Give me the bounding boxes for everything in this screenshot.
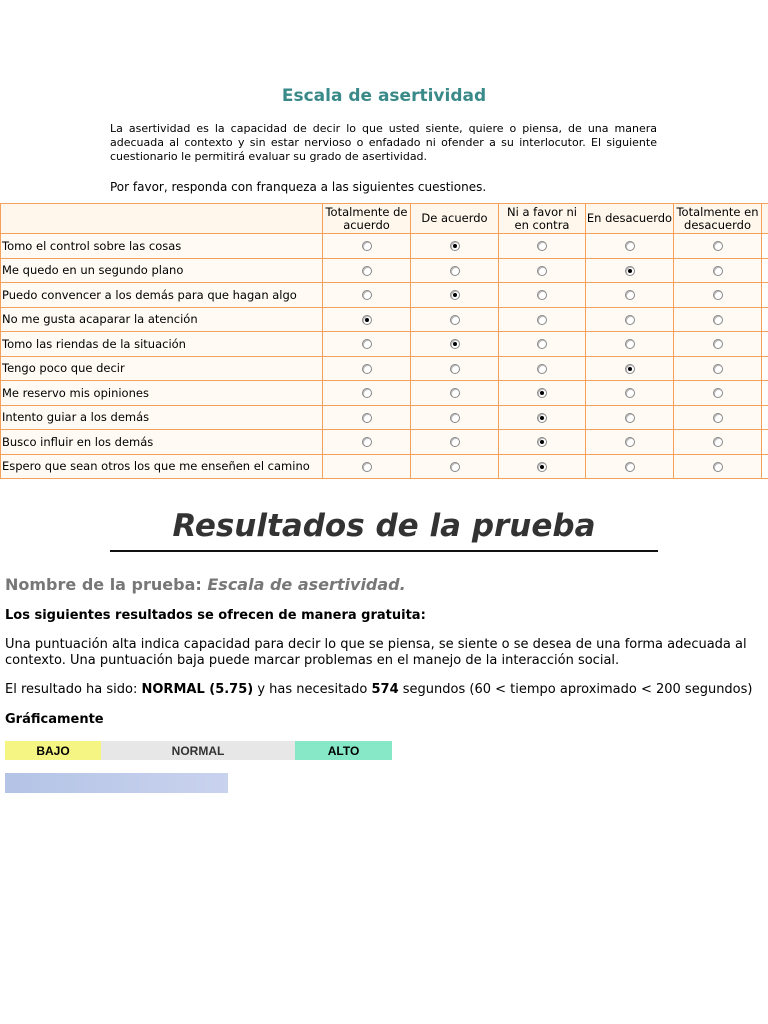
answer-cell bbox=[411, 234, 499, 259]
answer-cell bbox=[586, 234, 674, 259]
answer-radio[interactable] bbox=[713, 462, 723, 472]
answer-radio[interactable] bbox=[625, 266, 635, 276]
survey-row bbox=[1, 430, 768, 455]
answer-cell bbox=[499, 332, 586, 357]
survey-intro: La asertividad es la capacidad de decir lo que usted siente, quiere o piensa, de una manera adecuada al contexto y sin estar nervioso o enfadado ni ofender a su interlocutor. El siguiente cuestionario le permitirá evaluar su grado de asertividad. bbox=[110, 122, 657, 163]
result-description: Una puntuación alta indica capacidad para decir lo que se piensa, se siente o se desea de una forma adecuada al contexto. Una puntuación baja puede marcar problemas en el manejo de la interacción social. bbox=[5, 637, 747, 668]
answer-cell bbox=[499, 430, 586, 455]
column-header: Totalmente en desacuerdo bbox=[674, 204, 762, 234]
answer-radio[interactable] bbox=[713, 364, 723, 374]
result-line bbox=[5, 682, 752, 697]
question-text: Tengo poco que decir bbox=[1, 356, 323, 381]
survey-row bbox=[1, 258, 768, 283]
answer-cell bbox=[674, 332, 762, 357]
answer-radio[interactable] bbox=[362, 241, 372, 251]
answer-cell bbox=[674, 356, 762, 381]
answer-radio[interactable] bbox=[450, 315, 460, 325]
answer-radio[interactable] bbox=[450, 364, 460, 374]
answer-radio[interactable] bbox=[362, 437, 372, 447]
scale-low: BAJO bbox=[5, 741, 101, 760]
answer-cell bbox=[674, 283, 762, 308]
spacer-cell bbox=[762, 454, 768, 479]
question-text: Busco influir en los demás bbox=[1, 430, 323, 455]
answer-radio[interactable] bbox=[362, 339, 372, 349]
answer-cell bbox=[411, 332, 499, 357]
answer-cell bbox=[499, 307, 586, 332]
answer-radio[interactable] bbox=[537, 364, 547, 374]
spacer-cell bbox=[762, 405, 768, 430]
question-text: Puedo convencer a los demás para que hagan algo bbox=[1, 283, 323, 308]
question-text: Espero que sean otros los que me enseñen el camino bbox=[1, 454, 323, 479]
answer-cell bbox=[499, 356, 586, 381]
answer-radio[interactable] bbox=[537, 315, 547, 325]
spacer-cell bbox=[762, 234, 768, 259]
answer-radio[interactable] bbox=[537, 388, 547, 398]
answer-cell bbox=[499, 454, 586, 479]
spacer-cell bbox=[762, 283, 768, 308]
answer-radio[interactable] bbox=[713, 388, 723, 398]
answer-radio[interactable] bbox=[362, 315, 372, 325]
survey-row bbox=[1, 454, 768, 479]
answer-radio[interactable] bbox=[362, 266, 372, 276]
survey-table bbox=[0, 203, 768, 479]
answer-radio[interactable] bbox=[713, 315, 723, 325]
test-name-label: Nombre de la prueba: bbox=[5, 575, 202, 594]
question-header bbox=[1, 204, 323, 234]
answer-cell bbox=[586, 454, 674, 479]
answer-cell bbox=[411, 283, 499, 308]
answer-cell bbox=[411, 381, 499, 406]
answer-cell bbox=[411, 258, 499, 283]
survey-row bbox=[1, 381, 768, 406]
answer-radio[interactable] bbox=[713, 413, 723, 423]
spacer-cell bbox=[762, 307, 768, 332]
answer-radio[interactable] bbox=[450, 413, 460, 423]
survey-row bbox=[1, 283, 768, 308]
answer-cell bbox=[411, 405, 499, 430]
answer-cell bbox=[323, 405, 411, 430]
answer-cell bbox=[323, 381, 411, 406]
answer-radio[interactable] bbox=[713, 241, 723, 251]
spacer-cell bbox=[762, 204, 768, 234]
results-divider bbox=[110, 550, 658, 552]
answer-radio[interactable] bbox=[625, 339, 635, 349]
answer-radio[interactable] bbox=[625, 241, 635, 251]
graph-label: Gráficamente bbox=[5, 712, 104, 727]
answer-radio[interactable] bbox=[625, 315, 635, 325]
answer-cell bbox=[411, 356, 499, 381]
answer-cell bbox=[323, 356, 411, 381]
answer-cell bbox=[586, 332, 674, 357]
result-value: NORMAL (5.75) bbox=[141, 682, 254, 697]
answer-cell bbox=[411, 307, 499, 332]
survey-title: Escala de asertividad bbox=[281, 86, 487, 106]
question-text: Me quedo en un segundo plano bbox=[1, 258, 323, 283]
answer-cell bbox=[674, 258, 762, 283]
answer-radio[interactable] bbox=[537, 437, 547, 447]
spacer-cell bbox=[762, 381, 768, 406]
answer-cell bbox=[586, 405, 674, 430]
answer-cell bbox=[674, 405, 762, 430]
answer-cell bbox=[674, 454, 762, 479]
spacer-cell bbox=[762, 430, 768, 455]
answer-radio[interactable] bbox=[362, 413, 372, 423]
question-text: Tomo el control sobre las cosas bbox=[1, 234, 323, 259]
answer-radio[interactable] bbox=[537, 266, 547, 276]
result-suffix: segundos (60 < tiempo aproximado < 200 segundos) bbox=[402, 682, 753, 697]
answer-cell bbox=[674, 381, 762, 406]
answer-cell bbox=[586, 258, 674, 283]
answer-radio[interactable] bbox=[537, 241, 547, 251]
answer-cell bbox=[499, 234, 586, 259]
answer-radio[interactable] bbox=[625, 290, 635, 300]
answer-cell bbox=[323, 283, 411, 308]
answer-radio[interactable] bbox=[450, 462, 460, 472]
answer-radio[interactable] bbox=[450, 241, 460, 251]
survey-instruction: Por favor, responda con franqueza a las siguientes cuestiones. bbox=[110, 180, 487, 194]
answer-cell bbox=[586, 381, 674, 406]
column-header: De acuerdo bbox=[411, 204, 499, 234]
answer-radio[interactable] bbox=[713, 266, 723, 276]
column-header: En desacuerdo bbox=[586, 204, 674, 234]
answer-radio[interactable] bbox=[625, 462, 635, 472]
answer-cell bbox=[323, 258, 411, 283]
column-header: Ni a favor ni en contra bbox=[499, 204, 586, 234]
answer-radio[interactable] bbox=[450, 339, 460, 349]
answer-radio[interactable] bbox=[625, 413, 635, 423]
survey-row bbox=[1, 234, 768, 259]
results-title: Resultados de la prueba bbox=[172, 508, 596, 544]
question-text: Intento guiar a los demás bbox=[1, 405, 323, 430]
answer-cell bbox=[586, 356, 674, 381]
answer-cell bbox=[499, 381, 586, 406]
answer-cell bbox=[499, 283, 586, 308]
survey-row bbox=[1, 332, 768, 357]
answer-radio[interactable] bbox=[537, 462, 547, 472]
answer-cell bbox=[411, 454, 499, 479]
survey-header-row bbox=[1, 204, 768, 234]
survey-row bbox=[1, 356, 768, 381]
answer-radio[interactable] bbox=[450, 437, 460, 447]
answer-cell bbox=[499, 405, 586, 430]
answer-cell bbox=[499, 258, 586, 283]
answer-cell bbox=[674, 430, 762, 455]
question-text: Me reservo mis opiniones bbox=[1, 381, 323, 406]
answer-radio[interactable] bbox=[537, 339, 547, 349]
scale-normal: NORMAL bbox=[101, 741, 295, 760]
answer-cell bbox=[586, 307, 674, 332]
answer-radio[interactable] bbox=[362, 462, 372, 472]
answer-radio[interactable] bbox=[362, 290, 372, 300]
score-bar-fill bbox=[5, 773, 228, 793]
answer-cell bbox=[323, 430, 411, 455]
answer-radio[interactable] bbox=[713, 290, 723, 300]
answer-radio[interactable] bbox=[713, 339, 723, 349]
answer-cell bbox=[586, 283, 674, 308]
result-prefix: El resultado ha sido: bbox=[5, 682, 138, 697]
scale-high: ALTO bbox=[295, 741, 392, 760]
spacer-cell bbox=[762, 332, 768, 357]
answer-cell bbox=[411, 430, 499, 455]
column-header: Totalmente de acuerdo bbox=[323, 204, 411, 234]
survey-row bbox=[1, 307, 768, 332]
result-mid: y has necesitado bbox=[257, 682, 368, 697]
test-name bbox=[5, 575, 406, 594]
score-bar bbox=[5, 773, 392, 793]
answer-radio[interactable] bbox=[625, 364, 635, 374]
answer-cell bbox=[323, 307, 411, 332]
free-results-note: Los siguientes resultados se ofrecen de manera gratuita: bbox=[5, 608, 426, 623]
answer-radio[interactable] bbox=[450, 388, 460, 398]
answer-cell bbox=[323, 454, 411, 479]
answer-radio[interactable] bbox=[362, 364, 372, 374]
answer-radio[interactable] bbox=[625, 388, 635, 398]
answer-radio[interactable] bbox=[537, 290, 547, 300]
spacer-cell bbox=[762, 258, 768, 283]
answer-cell bbox=[586, 430, 674, 455]
question-text: No me gusta acaparar la atención bbox=[1, 307, 323, 332]
answer-cell bbox=[674, 307, 762, 332]
seconds-value: 574 bbox=[371, 682, 399, 697]
score-scale bbox=[5, 741, 392, 760]
answer-radio[interactable] bbox=[362, 388, 372, 398]
answer-cell bbox=[323, 332, 411, 357]
question-text: Tomo las riendas de la situación bbox=[1, 332, 323, 357]
answer-radio[interactable] bbox=[713, 437, 723, 447]
answer-cell bbox=[674, 234, 762, 259]
answer-radio[interactable] bbox=[450, 266, 460, 276]
answer-radio[interactable] bbox=[625, 437, 635, 447]
answer-radio[interactable] bbox=[537, 413, 547, 423]
spacer-cell bbox=[762, 356, 768, 381]
survey-row bbox=[1, 405, 768, 430]
answer-cell bbox=[323, 234, 411, 259]
answer-radio[interactable] bbox=[450, 290, 460, 300]
test-name-value: Escala de asertividad. bbox=[207, 575, 406, 594]
